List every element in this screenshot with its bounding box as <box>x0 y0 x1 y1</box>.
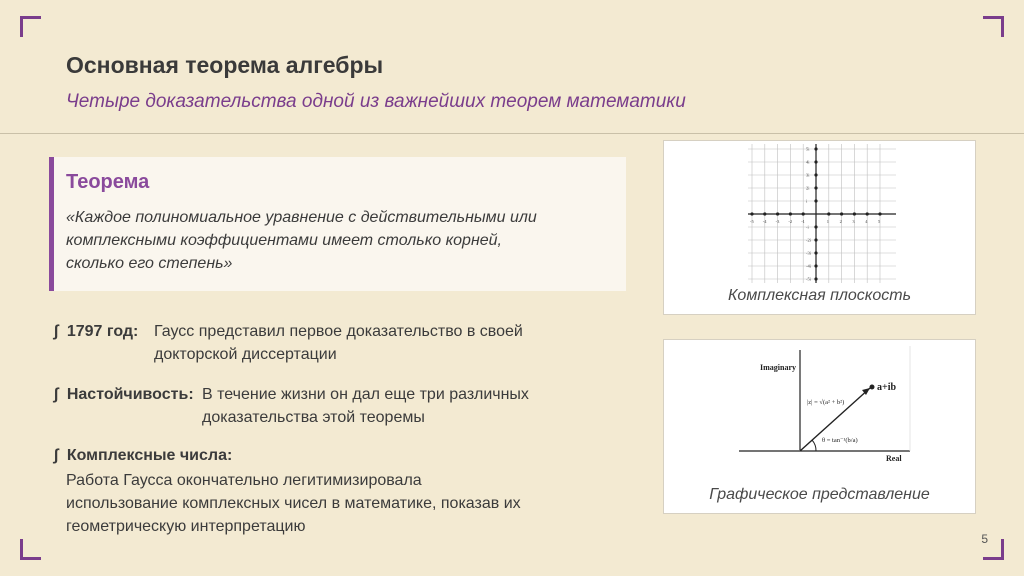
figure-complex-plane <box>663 140 976 315</box>
y-tick-label: -2i <box>806 237 811 243</box>
y-tick-marker <box>814 199 817 202</box>
integral-bullet-icon: ∫ <box>54 386 59 403</box>
point-line: использование комплексных чисел в математике, показав их <box>66 495 521 512</box>
point-label: Комплексные числа: <box>66 447 233 464</box>
theorem-text <box>66 206 626 275</box>
x-tick-marker <box>802 212 805 215</box>
x-tick-marker <box>853 212 856 215</box>
x-tick-label: -4 <box>762 219 767 224</box>
theorem-box <box>49 157 626 291</box>
x-tick-label: 4 <box>865 219 868 224</box>
x-tick-label: 1 <box>826 219 830 224</box>
y-tick-label: -i <box>806 224 809 230</box>
integral-bullet-icon: ∫ <box>54 447 59 464</box>
page-number: 5 <box>981 532 988 546</box>
y-tick-label: i <box>806 198 808 204</box>
slide-title: Основная теорема алгебры <box>66 52 384 78</box>
y-tick-marker <box>814 277 817 280</box>
y-tick-marker <box>814 251 817 254</box>
corner-bottom-left <box>20 539 41 560</box>
vector-graphic <box>664 340 975 485</box>
point-line: геометрическую интерпретацию <box>66 518 306 535</box>
x-tick-label: -1 <box>801 219 805 224</box>
point-text <box>202 383 529 429</box>
x-tick-marker <box>866 212 869 215</box>
y-tick-label: 3i <box>806 172 810 178</box>
theorem-heading: Теорема <box>66 171 150 193</box>
integral-bullet-icon: ∫ <box>54 323 59 340</box>
x-tick-marker <box>878 212 881 215</box>
y-tick-label: 2i <box>806 185 810 191</box>
modulus-label: |z| = √(a² + b²) <box>807 399 845 406</box>
point-label: a+ib <box>877 382 897 393</box>
x-tick-marker <box>840 212 843 215</box>
theorem-line: «Каждое полиномиальное уравнение с действительными или <box>66 209 537 226</box>
y-tick-label: 4i <box>806 159 810 165</box>
point-line: доказательства этой теоремы <box>202 409 425 426</box>
figure-caption: Графическое представление <box>709 486 930 503</box>
complex-plane-graphic <box>664 141 975 286</box>
point-line: Работа Гаусса окончательно легитимизировала <box>66 472 422 489</box>
corner-top-left <box>20 16 41 37</box>
point-label: Настойчивость: <box>66 386 194 403</box>
x-tick-marker <box>789 212 792 215</box>
point-1797 <box>54 320 138 343</box>
figure-graphic-representation <box>663 339 976 514</box>
point-label: 1797 год: <box>66 323 139 340</box>
x-tick-label: -3 <box>775 219 780 224</box>
point-marker <box>870 385 875 390</box>
y-tick-label: -3i <box>806 250 811 256</box>
point-complex <box>54 444 232 467</box>
header-divider <box>0 133 1024 134</box>
point-line: докторской диссертации <box>154 346 337 363</box>
x-tick-label: 5 <box>878 219 881 224</box>
x-tick-marker <box>763 212 766 215</box>
slide-subtitle: Четыре доказательства одной из важнейших теорем математики <box>66 91 686 112</box>
point-line: Гаусс представил первое доказательство в своей <box>154 323 523 340</box>
angle-label: θ = tan⁻¹(b/a) <box>822 437 858 444</box>
x-tick-marker <box>827 212 830 215</box>
y-tick-marker <box>814 225 817 228</box>
y-tick-marker <box>814 238 817 241</box>
theorem-line: комплексными коэффициентами имеет столько корней, <box>66 232 502 249</box>
point-text <box>154 320 523 366</box>
y-tick-marker <box>814 186 817 189</box>
figure-caption: Комплексная плоскость <box>727 287 911 304</box>
angle-arc <box>812 440 816 451</box>
y-tick-label: -5i <box>806 276 811 282</box>
corner-top-right <box>983 16 1004 37</box>
y-tick-marker <box>814 173 817 176</box>
point-line: В течение жизни он дал еще три различных <box>202 386 529 403</box>
real-label: Real <box>886 454 902 463</box>
point-persistence <box>54 383 194 406</box>
x-tick-label: 2 <box>839 219 842 224</box>
x-tick-label: -5 <box>750 219 754 224</box>
y-tick-label: 5i <box>806 146 810 152</box>
x-tick-marker <box>750 212 753 215</box>
x-tick-marker <box>776 212 779 215</box>
theorem-line: сколько его степень» <box>66 255 233 272</box>
x-tick-label: -2 <box>788 219 793 224</box>
y-tick-marker <box>814 160 817 163</box>
x-tick-label: 3 <box>852 219 855 224</box>
y-tick-marker <box>814 147 817 150</box>
imaginary-label: Imaginary <box>760 363 796 372</box>
y-tick-marker <box>814 264 817 267</box>
point-text <box>66 469 521 538</box>
y-tick-label: -4i <box>806 263 811 269</box>
